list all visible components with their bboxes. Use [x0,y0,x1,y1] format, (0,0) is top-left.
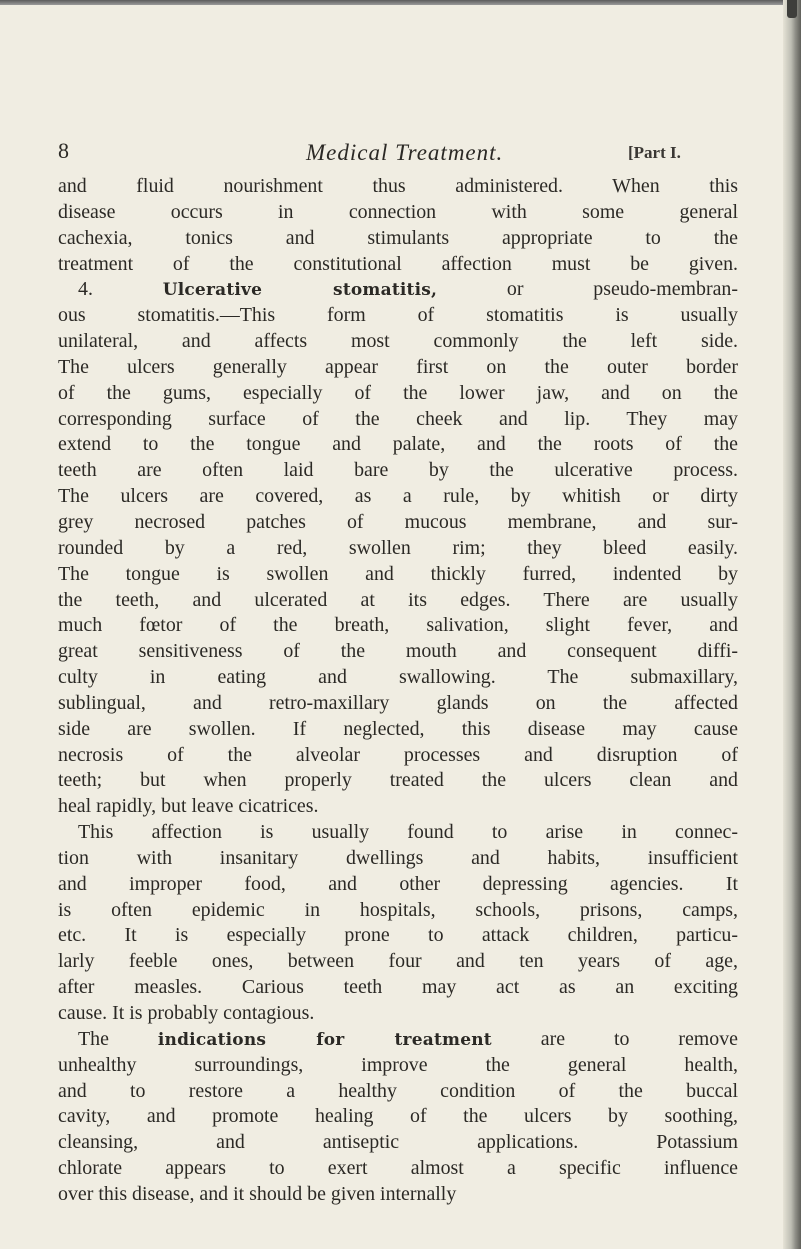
text-line [58,820,738,846]
line-text: necrosis of the alveolar processes and disruption of [58,743,738,766]
page-edge [783,0,801,1249]
text-line [58,1079,738,1105]
text-line [58,1001,738,1027]
text-line [58,200,738,226]
line-text: corresponding surface of the cheek and lip. They may [58,407,738,430]
text-line [58,536,738,562]
line-text: unhealthy surroundings, improve the general health, [58,1053,738,1076]
line-lead: The [78,1027,158,1050]
line-text: extend to the tongue and palate, and the roots of the [58,433,738,456]
text-line [58,484,738,510]
line-text: much fœtor of the breath, salivation, slight fever, and [58,614,738,637]
line-text: the teeth, and ulcerated at its edges. There are usually [58,588,738,611]
text-line [58,458,738,484]
text-line [58,613,738,639]
line-text: teeth are often laid bare by the ulcerative process. [58,459,738,482]
line-text: The ulcers are covered, as a rule, by whitish or dirty [58,485,738,508]
line-text: sublingual, and retro-maxillary glands on the affected [58,691,738,714]
text-line [58,562,738,588]
line-text: This affection is usually found to arise in connec- [78,821,738,844]
line-text: culty in eating and swallowing. The submaxillary, [58,666,738,689]
text-line [58,1182,738,1208]
line-text: is often epidemic in hospitals, schools, prisons, camps, [58,898,738,921]
text-line [58,975,738,1001]
line-text: cleansing, and antiseptic applications. Potassium [58,1131,738,1154]
text-line [58,588,738,614]
bold-heading: indications for treatment [157,1029,492,1050]
text-line [58,949,738,975]
line-text: or pseudo-membran- [437,278,738,301]
page-number: 8 [58,138,69,163]
line-lead: 4. [78,278,163,301]
line-text: cavity, and promote healing of the ulcers by soothing, [58,1105,738,1128]
line-text: cachexia, tonics and stimulants appropriate to the [58,226,738,249]
line-text: The tongue is swollen and thickly furred, indented by [58,562,738,585]
line-text: over this disease, and it should be given internally [58,1182,457,1205]
line-text: chlorate appears to exert almost a specific influence [58,1157,738,1180]
text-line [58,1104,738,1130]
line-text: teeth; but when properly treated the ulcers clean and [58,769,738,792]
line-text: tion with insanitary dwellings and habits, insufficient [58,846,738,869]
text-line [58,432,738,458]
body-text [58,174,738,1208]
text-line [58,665,738,691]
line-text: rounded by a red, swollen rim; they bleed easily. [58,536,738,559]
running-title: Medical Treatment. [306,140,504,165]
line-text: The ulcers generally appear first on the outer border [58,355,738,378]
text-line [58,691,738,717]
line-text: and to restore a healthy condition of the buccal [58,1079,738,1102]
text-line [58,768,738,794]
top-border [0,0,795,5]
line-text: heal rapidly, but leave cicatrices. [58,795,319,818]
text-line [58,1156,738,1182]
line-text: etc. It is especially prone to attack children, particu- [58,924,738,947]
line-text: treatment of the constitutional affection must be given. [58,252,738,275]
text-line [58,329,738,355]
text-line [58,898,738,924]
text-line [58,923,738,949]
bold-heading: Ulcerative stomatitis, [162,280,438,301]
text-line [58,252,738,278]
line-text: are to remove [491,1027,738,1050]
line-text: grey necrosed patches of mucous membrane, and sur- [58,510,738,533]
text-line [58,1027,738,1053]
line-text: great sensitiveness of the mouth and consequent diffi- [58,640,738,663]
line-text: cause. It is probably contagious. [58,1002,315,1024]
line-text: larly feeble ones, between four and ten years of age, [58,950,738,973]
line-text: and improper food, and other depressing agencies. It [58,872,738,895]
text-line [58,355,738,381]
text-line [58,717,738,743]
text-line [58,1053,738,1079]
part-label: [Part I. [628,143,681,162]
line-text: of the gums, especially of the lower jaw, and on the [58,381,738,404]
edge-mark [787,0,797,18]
line-text: side are swollen. If neglected, this disease may cause [58,717,738,740]
text-line [58,407,738,433]
line-text: after measles. Carious teeth may act as an exciting [58,976,738,999]
text-line [58,226,738,252]
line-text: ous stomatitis.—This form of stomatitis is usually [58,304,738,327]
text-line [58,743,738,769]
line-text: unilateral, and affects most commonly the left side. [58,330,738,353]
text-line [58,846,738,872]
text-line [58,510,738,536]
text-line [58,174,738,200]
page-header [58,140,738,170]
text-line [58,1130,738,1156]
line-text: disease occurs in connection with some general [58,200,738,223]
line-text: and fluid nourishment thus administered. When this [58,175,738,197]
text-line [58,872,738,898]
text-line [58,794,738,820]
text-line [58,303,738,329]
text-line [58,639,738,665]
text-line [58,277,738,303]
text-line [58,381,738,407]
